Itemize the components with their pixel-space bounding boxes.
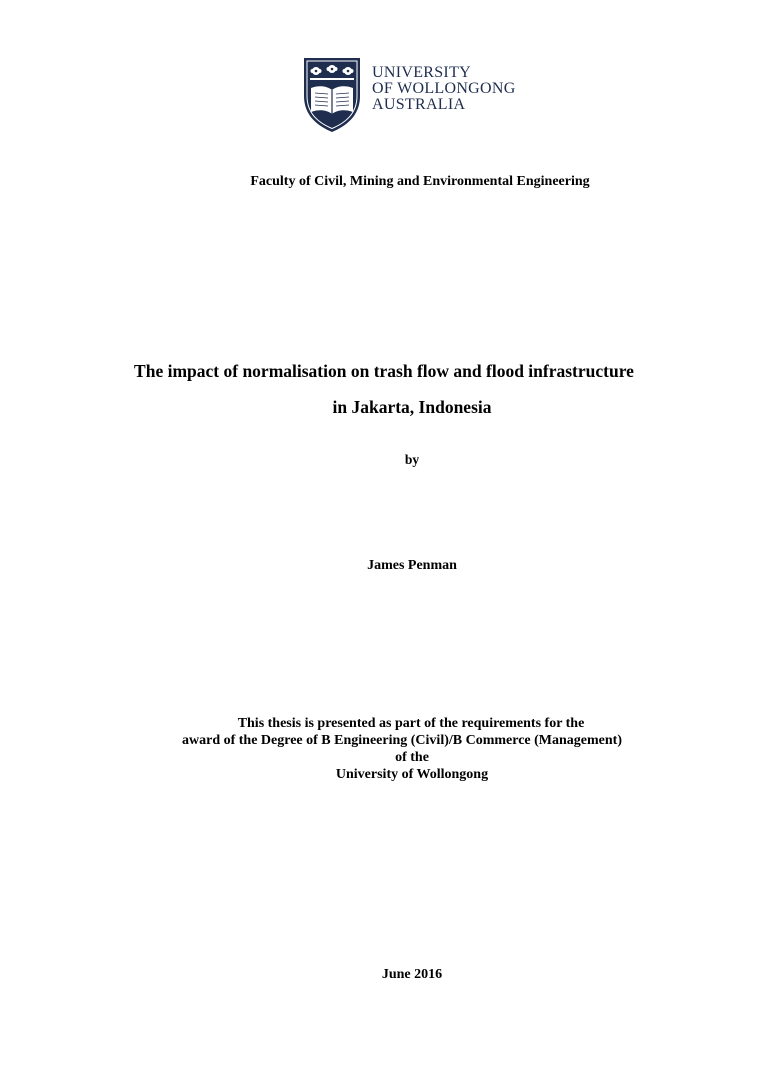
thesis-title-line-1: The impact of normalisation on trash flow and flood infrastructure (134, 361, 634, 381)
by-label: by (404, 452, 420, 467)
author-name: James Penman (367, 558, 457, 573)
thesis-title-line-2: in Jakarta, Indonesia (332, 397, 492, 417)
wordmark-line-2: OF WOLLONGONG (372, 80, 516, 97)
wordmark-line-1: UNIVERSITY (372, 64, 471, 81)
wordmark-line-3: AUSTRALIA (372, 96, 466, 113)
university-wordmark (372, 65, 516, 113)
statement-line-4: University of Wollongong (335, 767, 489, 782)
statement-line-1: This thesis is presented as part of the requirements for the (237, 716, 585, 731)
statement-line-2: award of the Degree of B Engineering (Civil)/B Commerce (Management) (182, 733, 622, 748)
university-logo (302, 56, 532, 134)
submission-date: June 2016 (381, 967, 443, 982)
faculty-name: Faculty of Civil, Mining and Environmental Engineering (250, 174, 590, 189)
university-crest-icon (302, 56, 362, 134)
statement-line-3: of the (395, 750, 429, 765)
